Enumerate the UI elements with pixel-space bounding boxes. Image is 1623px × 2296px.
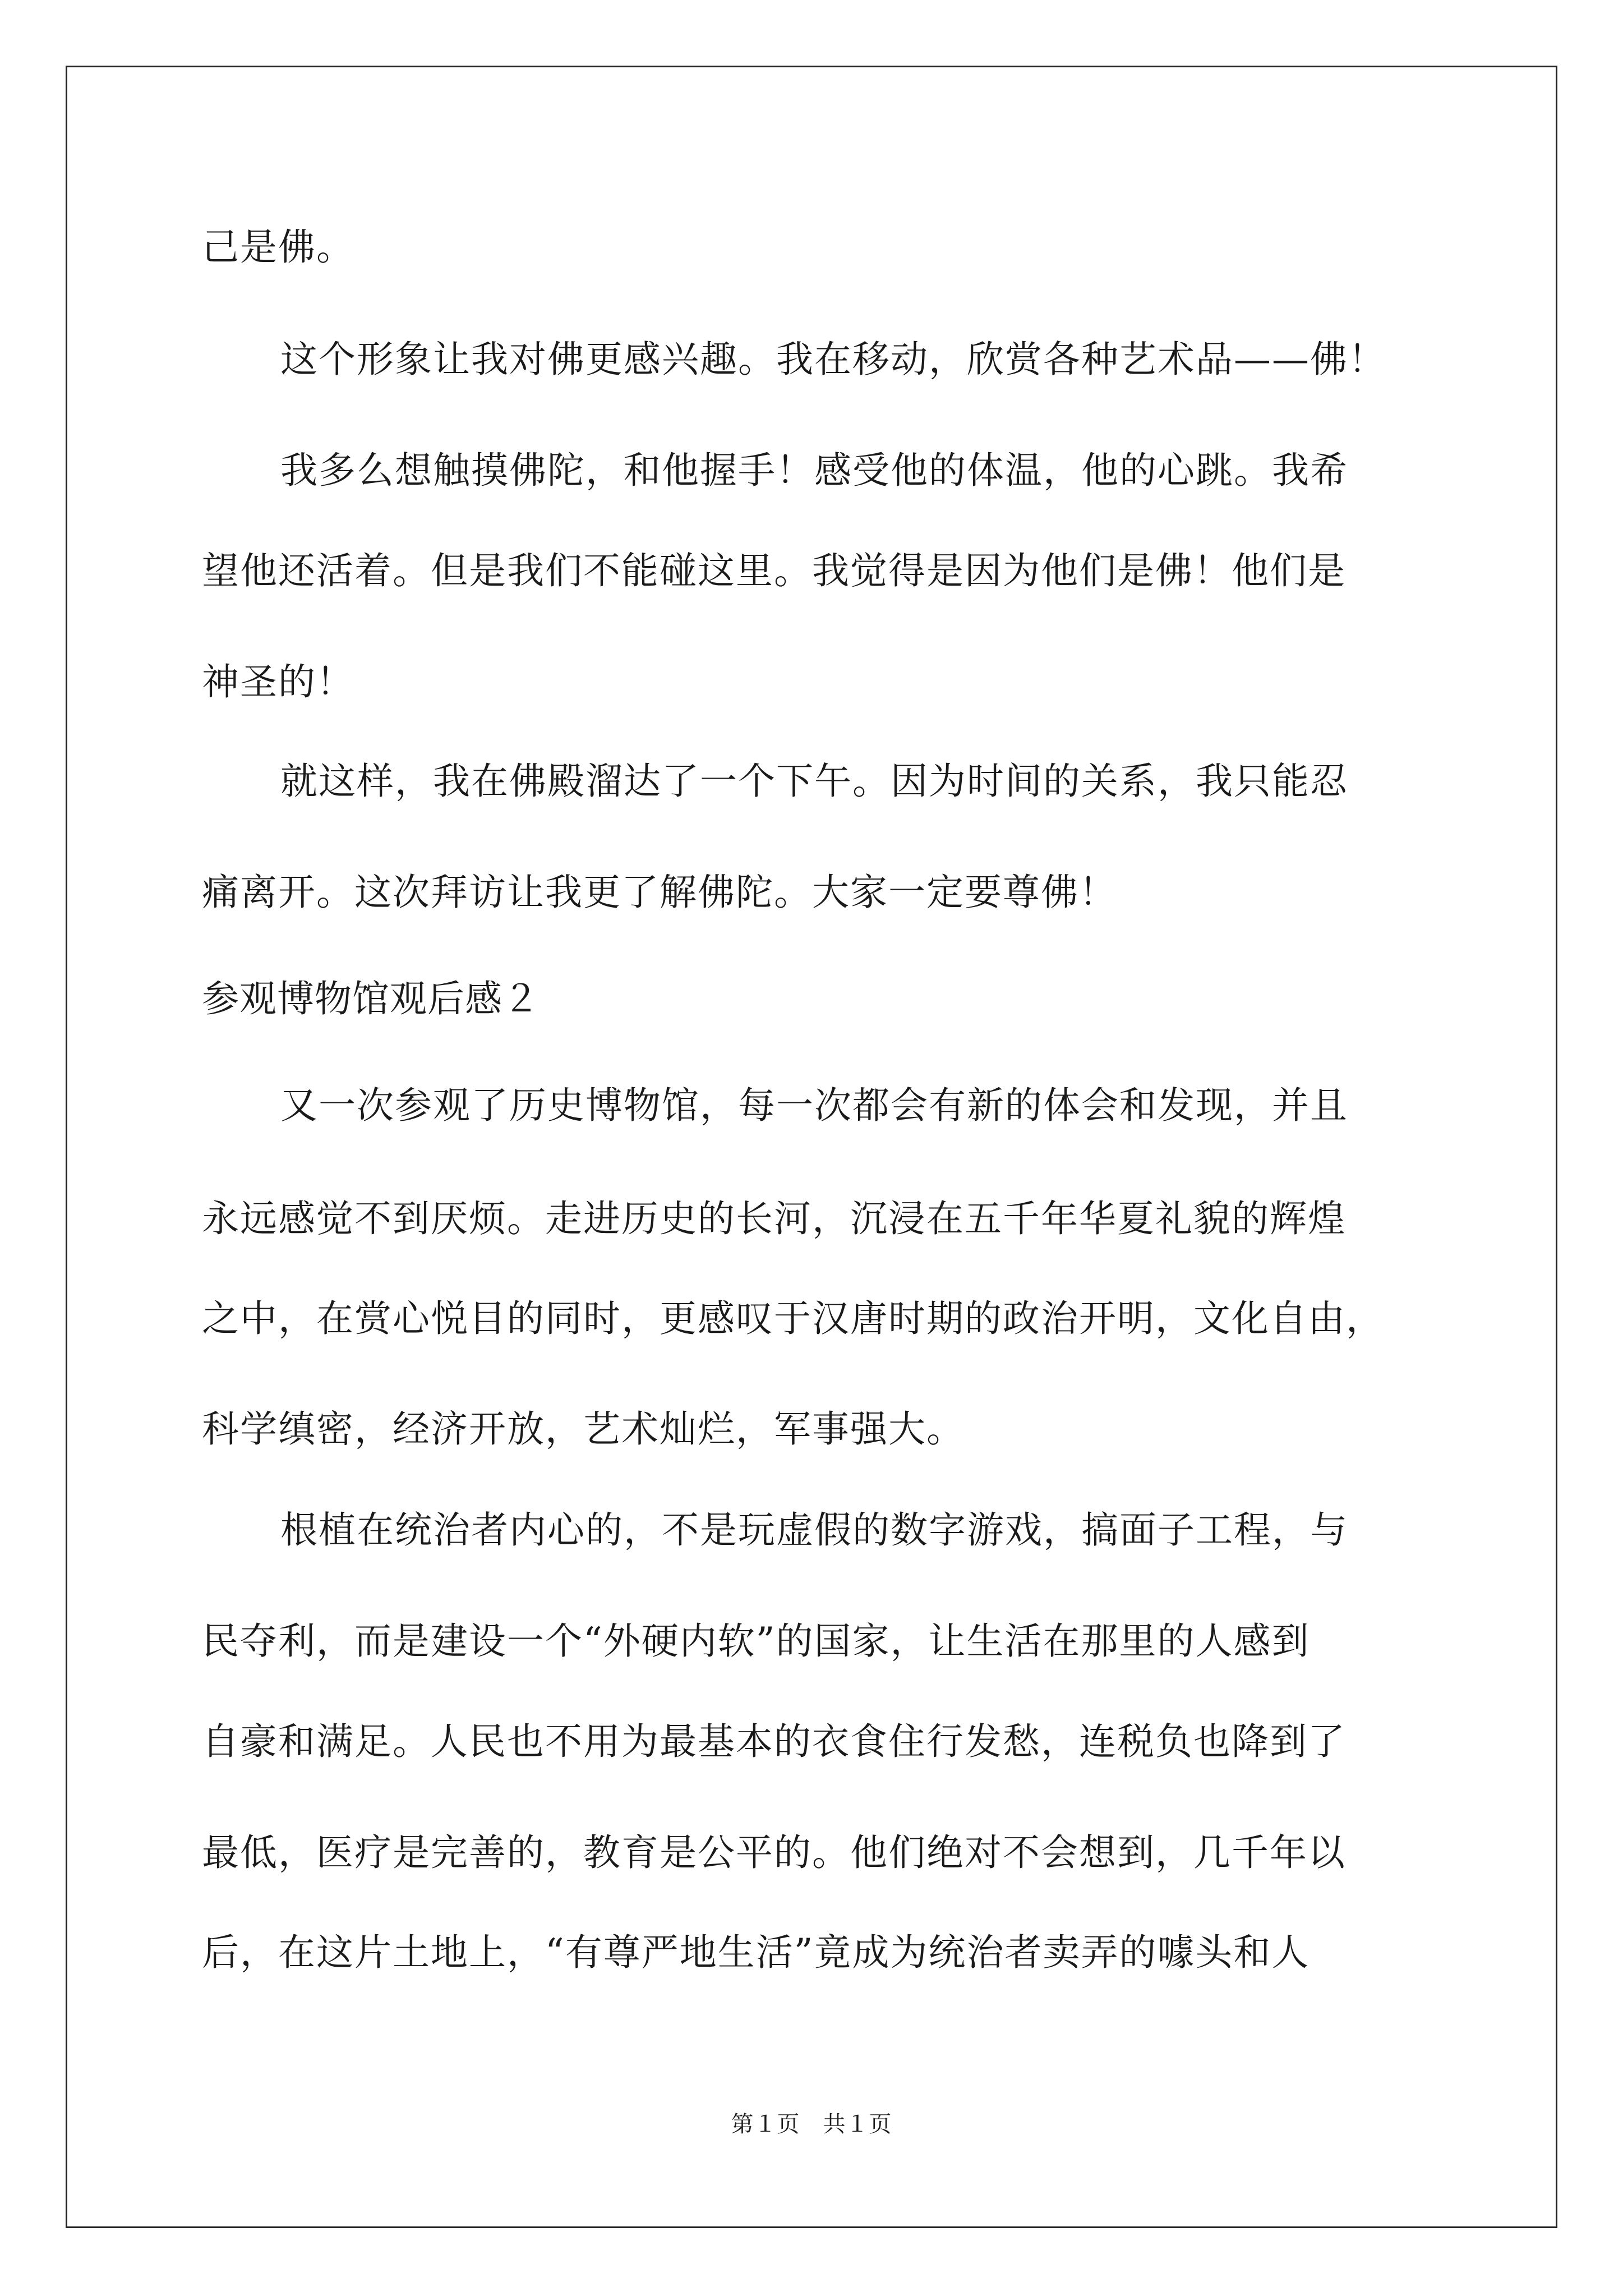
paragraph-first-line: 这个形象让我对佛更感兴趣。我在移动，欣赏各种艺术品——佛！ [280,338,1386,381]
text-line: 后，在这片土地上，“有尊严地生活”竟成为统治者卖弄的噱头和人 [202,1931,1310,1974]
text-line: 自豪和满足。人民也不用为最基本的衣食住行发愁，连税负也降到了 [202,1720,1346,1763]
text-line: 永远感觉不到厌烦。走进历史的长河，沉浸在五千年华夏礼貌的辉煌 [202,1197,1346,1240]
paragraph-first-line: 又一次参观了历史博物馆，每一次都会有新的体会和发现，并且 [280,1084,1348,1127]
section-heading: 参观博物馆观后感２ [202,977,540,1020]
text-line: 痛离开。这次拜访让我更了解佛陀。大家一定要尊佛！ [202,871,1117,914]
text-line: 最低，医疗是完善的，教育是公平的。他们绝对不会想到，几千年以 [202,1831,1346,1874]
paragraph-first-line: 就这样，我在佛殿溜达了一个下午。因为时间的关系，我只能忍 [280,760,1348,803]
page-border [66,66,1557,2228]
text-line: 科学缜密，经济开放，艺术灿烂，军事强大。 [202,1407,965,1451]
text-line: 之中，在赏心悦目的同时，更感叹于汉唐时期的政治开明，文化自由， [202,1297,1384,1340]
text-line: 神圣的！ [202,660,354,703]
text-line: 民夺利，而是建设一个“外硬内软”的国家，让生活在那里的人感到 [202,1619,1310,1663]
page-footer: 第１页 共１页 [731,2111,892,2137]
paragraph-first-line: 我多么想触摸佛陀，和他握手！感受他的体温，他的心跳。我希 [280,449,1348,492]
paragraph-first-line: 根植在统治者内心的，不是玩虚假的数字游戏，搞面子工程，与 [280,1508,1348,1552]
text-line: 望他还活着。但是我们不能碰这里。我觉得是因为他们是佛！他们是 [202,549,1346,592]
text-line: 己是佛。 [202,226,354,269]
